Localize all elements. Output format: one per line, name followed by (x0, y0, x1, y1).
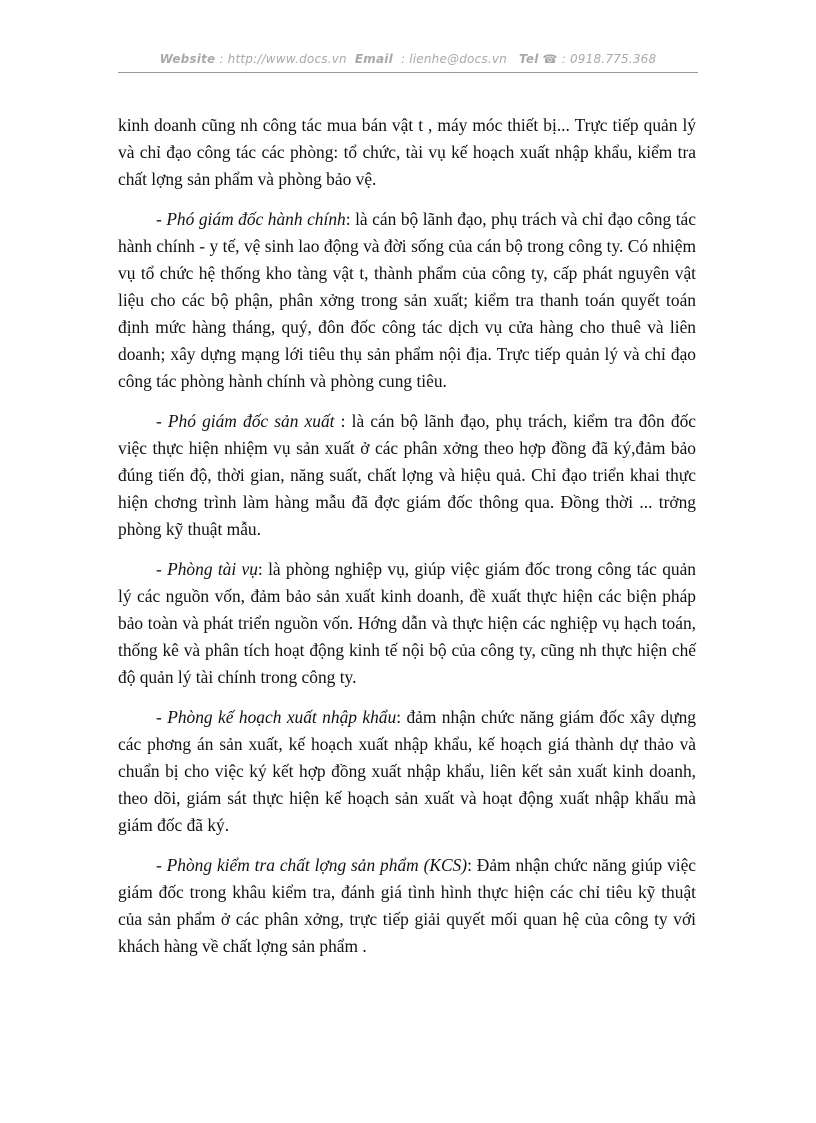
paragraph-text: : Đảm nhận chức năng giúp việc giám đốc trong khâu kiểm tra, đánh giá tình hình thực hiện các chỉ tiêu kỹ thuật của sản phẩm ở các phân xởng, trực tiếp giải quyết mối quan hệ của công ty với khách hàng về chất lợng sản phẩm . (118, 855, 697, 956)
paragraph-pho-giam-doc-hanh-chinh (118, 206, 696, 395)
header-divider (118, 72, 698, 73)
website-value: : http://www.docs.vn (219, 52, 347, 66)
page-header (118, 52, 698, 66)
tel-label: Tel (519, 52, 539, 66)
paragraph-term: - Phòng kiểm tra chất lợng sản phẩm (KCS) (156, 855, 468, 875)
paragraph-pho-giam-doc-san-xuat (118, 408, 696, 543)
paragraph-text: : là phòng nghiệp vụ, giúp việc giám đốc trong công tác quản lý các nguồn vốn, đảm bảo sản xuất kinh doanh, đề xuất thực hiện các biện pháp bảo toàn và phát triển nguồn vốn. Hớng dẫn và thực hiện các nghiệp vụ hạch toán, thống kê và phân tích hoạt động kinh tế nội bộ của công ty, cũng nh thực hiện chế độ quản lý tài chính trong công ty. (118, 559, 696, 687)
document-body (118, 112, 696, 973)
paragraph-term: - Phó giám đốc hành chính (156, 209, 346, 229)
paragraph-intro (118, 112, 696, 193)
paragraph-text: : là cán bộ lãnh đạo, phụ trách, kiểm tra đôn đốc việc thực hiện nhiệm vụ sản xuất ở các phân xởng theo hợp đồng đã ký,đảm bảo đúng tiến độ, thời gian, năng suất, chất lợng và hiệu quả. Chỉ đạo triển khai thực hiện chơng trình làm hàng mẫu đã đợc giám đốc thông qua. Đồng thời ... trởng phòng kỹ thuật mẫu. (118, 411, 696, 539)
tel-value: ☎ : 0918.775.368 (542, 52, 657, 66)
paragraph-text: : là cán bộ lãnh đạo, phụ trách và chỉ đạo công tác hành chính - y tế, vệ sinh lao động và đời sống của cán bộ trong công ty. Có nhiệm vụ tổ chức hệ thống kho tàng vật t, thành phẩm của công ty, cấp phát nguyên vật liệu cho các bộ phận, phân xởng trong sản xuất; kiểm tra thanh toán quyết toán định mức hàng tháng, quý, đôn đốc công tác dịch vụ cửa hàng cho thuê và liên doanh; xây dựng mạng lới tiêu thụ sản phẩm nội địa. Trực tiếp quản lý và chỉ đạo công tác phòng hành chính và phòng cung tiêu. (118, 209, 696, 391)
paragraph-text: : đảm nhận chức năng giám đốc xây dựng các phơng án sản xuất, kế hoạch xuất nhập khẩu, kế hoạch giá thành dự thảo và chuẩn bị cho việc ký kết hợp đồng xuất nhập khẩu, liên kết sản xuất kinh doanh, theo dõi, giám sát thực hiện kế hoạch sản xuất và hoạt động xuất nhập khẩu mà giám đốc đã ký. (118, 707, 696, 835)
paragraph-term: - Phó giám đốc sản xuất (156, 411, 335, 431)
paragraph-text: kinh doanh cũng nh công tác mua bán vật t , máy móc thiết bị... Trực tiếp quản lý và chỉ đạo công tác các phòng: tổ chức, tài vụ kế hoạch xuất nhập khẩu, kiểm tra chất lợng sản phẩm và phòng bảo vệ. (118, 115, 696, 189)
paragraph-phong-tai-vu (118, 556, 696, 691)
email-value: : lienhe@docs.vn (400, 52, 507, 66)
paragraph-phong-kcs (118, 852, 696, 960)
email-label: Email (354, 52, 393, 66)
paragraph-term: - Phòng tài vụ (156, 559, 258, 579)
paragraph-phong-ke-hoach (118, 704, 696, 839)
website-label: Website (159, 52, 216, 66)
paragraph-term: - Phòng kế hoạch xuất nhập khẩu (156, 707, 397, 727)
